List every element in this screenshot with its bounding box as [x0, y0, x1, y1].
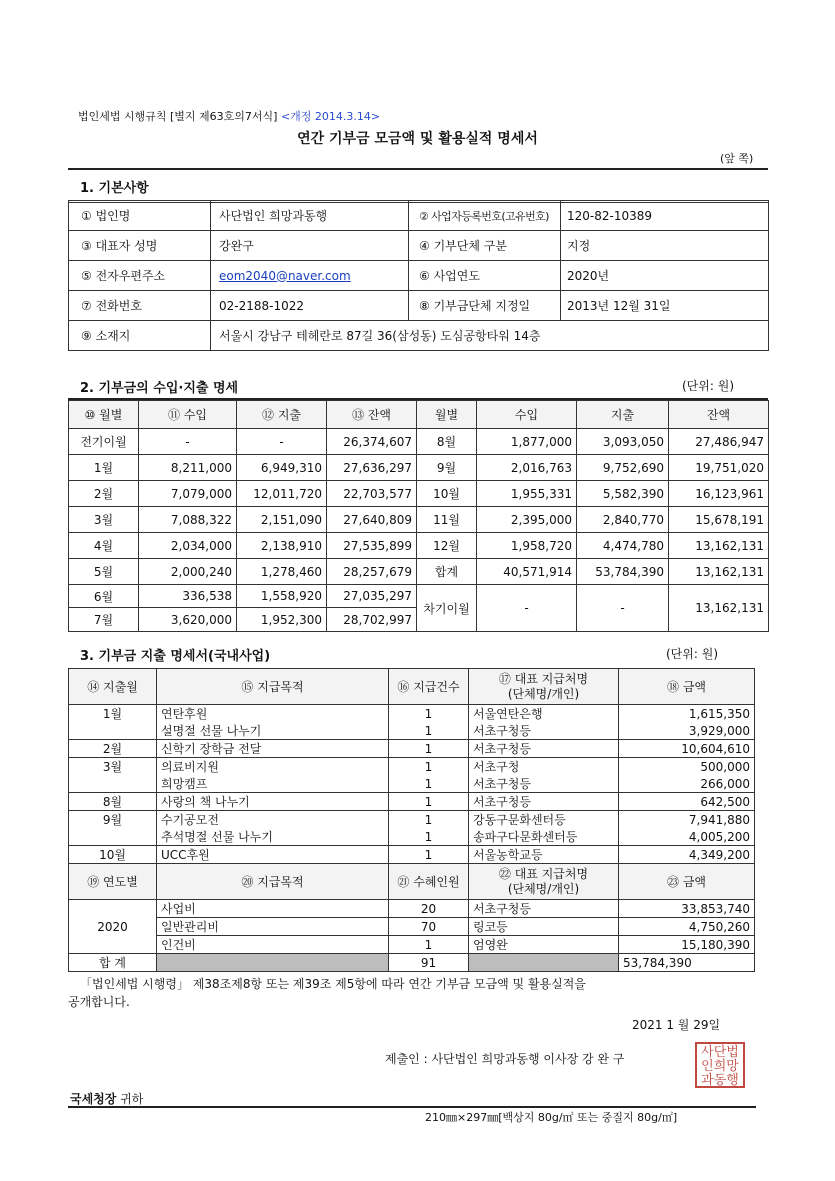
month-cell: 6월 — [69, 585, 139, 608]
basic-info-row — [69, 291, 769, 321]
recipient-cell: 서초구청 — [469, 758, 619, 776]
month-cell: 2월 — [69, 481, 139, 507]
month-cell: 8월 — [69, 793, 157, 811]
expense-cell: 1,952,300 — [237, 608, 327, 632]
recipient-cell: 서초구청등 — [469, 740, 619, 758]
table-row — [69, 936, 755, 954]
revision-text: <개정 2014.3.14> — [280, 110, 381, 123]
balance-cell: 19,751,020 — [669, 455, 769, 481]
amount-cell: 4,750,260 — [619, 918, 755, 936]
count-cell: 1 — [389, 705, 469, 723]
balance-cell: 13,162,131 — [669, 533, 769, 559]
expense-summary-header-row — [69, 864, 755, 900]
amount-cell: 500,000 — [619, 758, 755, 776]
header-recipient-line2: (단체명/개인) — [507, 686, 580, 701]
purpose-cell: 사업비 — [157, 900, 389, 918]
statement-line1: 「법인세법 시행령」 제38조제8항 또는 제39조 제5항에 따라 연간 기부금 모금액 및 활용실적을 — [80, 977, 586, 991]
recipient-cell: 서초구청등 — [469, 775, 619, 793]
statement-line2: 공개합니다. — [68, 995, 130, 1009]
income-cell: 1,958,720 — [477, 533, 577, 559]
month-cell: 9월 — [417, 455, 477, 481]
total-row — [69, 954, 755, 972]
income-expense-header-row — [69, 401, 769, 429]
total-label: 합 계 — [69, 954, 157, 972]
count-cell: 1 — [389, 758, 469, 776]
value-donor-type: 지정 — [561, 231, 769, 261]
total-purpose-blank — [157, 954, 389, 972]
submission-date: 2021 1 월 29일 — [632, 1018, 721, 1032]
amount-cell: 4,349,200 — [619, 846, 755, 864]
table-row — [69, 455, 769, 481]
month-cell: 3월 — [69, 758, 157, 776]
expense-cell: 1,278,460 — [237, 559, 327, 585]
label-business-number: ② 사업자등록번호(고유번호) — [409, 201, 561, 231]
table-row — [69, 533, 769, 559]
header-balance-2: 잔액 — [669, 401, 769, 429]
balance-cell: 22,703,577 — [327, 481, 417, 507]
header-expense: ⑫ 지출 — [237, 401, 327, 429]
count-cell: 1 — [389, 828, 469, 846]
basic-info-row — [69, 321, 769, 351]
header-income-2: 수입 — [477, 401, 577, 429]
header-month-2: 월별 — [417, 401, 477, 429]
basic-info-table — [68, 200, 769, 351]
beneficiaries-cell: 1 — [389, 936, 469, 954]
total-label-cell: 합계 — [417, 559, 477, 585]
value-designation-date: 2013년 12월 31일 — [561, 291, 769, 321]
label-designation-date: ⑧ 기부금단체 지정일 — [409, 291, 561, 321]
income-cell: 2,000,240 — [139, 559, 237, 585]
header-recipient-line2: (단체명/개인) — [507, 881, 580, 896]
purpose-cell: 설명절 선물 나누기 — [157, 722, 389, 740]
header-count: ⑯ 지급건수 — [389, 669, 469, 705]
table-row — [69, 705, 755, 723]
balance-cell: 26,374,607 — [327, 429, 417, 455]
beneficiaries-cell: 70 — [389, 918, 469, 936]
header-recipient — [469, 864, 619, 900]
carry-forward-balance: 13,162,131 — [669, 585, 769, 632]
purpose-cell: UCC후원 — [157, 846, 389, 864]
section2-unit: (단위: 원) — [682, 379, 734, 393]
purpose-cell: 신학기 장학금 전달 — [157, 740, 389, 758]
month-cell: 3월 — [69, 507, 139, 533]
recipient-cell: 링코등 — [469, 918, 619, 936]
balance-cell: 27,640,809 — [327, 507, 417, 533]
header-recipient — [469, 669, 619, 705]
recipient-cell: 강동구문화센터등 — [469, 811, 619, 829]
expense-cell: 3,093,050 — [577, 429, 669, 455]
total-amount: 53,784,390 — [619, 954, 755, 972]
value-representative: 강완구 — [211, 231, 409, 261]
month-cell: 12월 — [417, 533, 477, 559]
recipient-cell: 송파구다문화센터등 — [469, 828, 619, 846]
month-cell: 5월 — [69, 559, 139, 585]
header-month: ⑩ 월별 — [69, 401, 139, 429]
expense-cell: 2,151,090 — [237, 507, 327, 533]
expense-cell: 2,840,770 — [577, 507, 669, 533]
purpose-cell: 인건비 — [157, 936, 389, 954]
recipient-suffix: 귀하 — [120, 1092, 144, 1106]
header-purpose: ⑮ 지급목적 — [157, 669, 389, 705]
paper-spec: 210㎜×297㎜[백상지 80g/㎡ 또는 중질지 80g/㎡] — [425, 1111, 678, 1124]
income-cell: - — [477, 585, 577, 632]
table-row — [69, 758, 755, 776]
header-beneficiaries: ㉑ 수혜인원 — [389, 864, 469, 900]
recipient-cell: 서울농학교등 — [469, 846, 619, 864]
balance-cell: 27,636,297 — [327, 455, 417, 481]
income-cell: 336,538 — [139, 585, 237, 608]
header-recipient-line1: ⑰ 대표 지급처명 — [498, 671, 589, 686]
expense-total-cell: 53,784,390 — [577, 559, 669, 585]
total-count: 91 — [389, 954, 469, 972]
month-cell: 4월 — [69, 533, 139, 559]
balance-cell: 28,702,997 — [327, 608, 417, 632]
income-cell: 8,211,000 — [139, 455, 237, 481]
purpose-cell: 희망캠프 — [157, 775, 389, 793]
month-cell: 9월 — [69, 811, 157, 829]
purpose-cell: 연탄후원 — [157, 705, 389, 723]
header-amount: ⑱ 금액 — [619, 669, 755, 705]
amount-cell: 4,005,200 — [619, 828, 755, 846]
expense-cell: 1,558,920 — [237, 585, 327, 608]
beneficiaries-cell: 20 — [389, 900, 469, 918]
label-address: ⑨ 소재지 — [69, 321, 211, 351]
count-cell: 1 — [389, 775, 469, 793]
count-cell: 1 — [389, 740, 469, 758]
year-cell: 2020 — [69, 900, 157, 954]
amount-cell: 642,500 — [619, 793, 755, 811]
table-row — [69, 918, 755, 936]
amount-cell: 266,000 — [619, 775, 755, 793]
table-row — [69, 740, 755, 758]
purpose-cell: 수기공모전 — [157, 811, 389, 829]
label-fiscal-year: ⑥ 사업연도 — [409, 261, 561, 291]
balance-total-cell: 13,162,131 — [669, 559, 769, 585]
purpose-cell: 일반관리비 — [157, 918, 389, 936]
purpose-cell: 추석명절 선물 나누기 — [157, 828, 389, 846]
balance-cell: 27,035,297 — [327, 585, 417, 608]
income-cell: - — [139, 429, 237, 455]
balance-cell: 27,486,947 — [669, 429, 769, 455]
recipient-cell: 서울연탄은행 — [469, 705, 619, 723]
total-recipient-blank — [469, 954, 619, 972]
table-row — [69, 507, 769, 533]
basic-info-row — [69, 201, 769, 231]
table-row — [69, 775, 755, 793]
expense-cell: 5,582,390 — [577, 481, 669, 507]
value-fiscal-year: 2020년 — [561, 261, 769, 291]
month-cell: 7월 — [69, 608, 139, 632]
expense-cell: - — [577, 585, 669, 632]
month-cell: 10월 — [417, 481, 477, 507]
balance-cell: 27,535,899 — [327, 533, 417, 559]
section2-title: 2. 기부금의 수입·지출 명세 — [80, 381, 239, 396]
income-cell: 1,955,331 — [477, 481, 577, 507]
amount-cell: 3,929,000 — [619, 722, 755, 740]
income-cell: 3,620,000 — [139, 608, 237, 632]
month-cell: 10월 — [69, 846, 157, 864]
month-cell: 전기이월 — [69, 429, 139, 455]
table-row — [69, 429, 769, 455]
table-row — [69, 900, 755, 918]
header-recipient-line1: ㉒ 대표 지급처명 — [498, 866, 589, 881]
basic-info-row — [69, 231, 769, 261]
table-row — [69, 811, 755, 829]
count-cell: 1 — [389, 811, 469, 829]
page-side-label: (앞 쪽) — [720, 152, 754, 165]
document-title: 연간 기부금 모금액 및 활용실적 명세서 — [297, 131, 538, 147]
label-corp-name: ① 법인명 — [69, 201, 211, 231]
table-row — [69, 559, 769, 585]
value-corp-name: 사단법인 희망과동행 — [211, 201, 409, 231]
table-row — [69, 722, 755, 740]
official-seal: 사단법인희망과동행 — [695, 1042, 745, 1088]
expense-cell: 9,752,690 — [577, 455, 669, 481]
income-total-cell: 40,571,914 — [477, 559, 577, 585]
label-representative: ③ 대표자 성명 — [69, 231, 211, 261]
month-cell: 8월 — [417, 429, 477, 455]
expense-cell: 4,474,780 — [577, 533, 669, 559]
month-cell: 11월 — [417, 507, 477, 533]
header-expense-2: 지출 — [577, 401, 669, 429]
value-business-number: 120-82-10389 — [561, 201, 769, 231]
expense-cell: 12,011,720 — [237, 481, 327, 507]
balance-cell: 28,257,679 — [327, 559, 417, 585]
month-cell: 2월 — [69, 740, 157, 758]
header-purpose: ⑳ 지급목적 — [157, 864, 389, 900]
table-row — [69, 828, 755, 846]
income-cell: 7,088,322 — [139, 507, 237, 533]
label-email: ⑤ 전자우편주소 — [69, 261, 211, 291]
income-expense-table — [68, 400, 769, 632]
amount-cell: 15,180,390 — [619, 936, 755, 954]
amount-cell: 7,941,880 — [619, 811, 755, 829]
table-row — [69, 846, 755, 864]
expense-detail-table — [68, 668, 755, 972]
month-cell: 1월 — [69, 455, 139, 481]
purpose-cell: 의료비지원 — [157, 758, 389, 776]
recipient-cell: 서초구청등 — [469, 722, 619, 740]
balance-cell: 15,678,191 — [669, 507, 769, 533]
income-cell: 2,034,000 — [139, 533, 237, 559]
label-donor-type: ④ 기부단체 구분 — [409, 231, 561, 261]
form-ref-text: 법인세법 시행규칙 [별지 제63호의7서식] — [78, 110, 278, 123]
income-cell: 1,877,000 — [477, 429, 577, 455]
expense-detail-header-row — [69, 669, 755, 705]
recipient-name: 국세청장 — [70, 1092, 117, 1106]
month-cell: 1월 — [69, 705, 157, 723]
section3-title: 3. 기부금 지출 명세서(국내사업) — [80, 649, 271, 664]
label-phone: ⑦ 전화번호 — [69, 291, 211, 321]
amount-cell: 33,853,740 — [619, 900, 755, 918]
month-cell — [69, 828, 157, 846]
income-cell: 2,395,000 — [477, 507, 577, 533]
recipient-cell: 엄영완 — [469, 936, 619, 954]
expense-cell: 6,949,310 — [237, 455, 327, 481]
email-link[interactable]: eom2040@naver.com — [219, 268, 351, 283]
carry-forward-label: 차기이월 — [417, 585, 477, 632]
footer-rule — [68, 1106, 756, 1108]
recipient-line — [70, 1090, 143, 1107]
count-cell: 1 — [389, 846, 469, 864]
recipient-cell: 서초구청등 — [469, 793, 619, 811]
header-income: ⑪ 수입 — [139, 401, 237, 429]
income-cell: 2,016,763 — [477, 455, 577, 481]
value-address: 서울시 강남구 테헤란로 87길 36(삼성동) 도심공항타워 14층 — [211, 321, 769, 351]
section1-title: 1. 기본사항 — [80, 181, 149, 196]
header-year: ⑲ 연도별 — [69, 864, 157, 900]
count-cell: 1 — [389, 793, 469, 811]
header-expense-month: ⑭ 지출월 — [69, 669, 157, 705]
recipient-cell: 서초구청등 — [469, 900, 619, 918]
basic-info-row — [69, 261, 769, 291]
value-phone: 02-2188-1022 — [211, 291, 409, 321]
form-reference — [78, 108, 380, 124]
purpose-cell: 사랑의 책 나누기 — [157, 793, 389, 811]
amount-cell: 10,604,610 — [619, 740, 755, 758]
month-cell — [69, 722, 157, 740]
table-row — [69, 793, 755, 811]
amount-cell: 1,615,350 — [619, 705, 755, 723]
month-cell — [69, 775, 157, 793]
expense-cell: - — [237, 429, 327, 455]
section1-heading-box — [68, 168, 768, 203]
table-row — [69, 585, 769, 608]
count-cell: 1 — [389, 722, 469, 740]
header-balance: ⑬ 잔액 — [327, 401, 417, 429]
balance-cell: 16,123,961 — [669, 481, 769, 507]
submitter: 제출인 : 사단법인 희망과동행 이사장 강 완 구 — [385, 1052, 625, 1066]
expense-cell: 2,138,910 — [237, 533, 327, 559]
header-amount: ㉓ 금액 — [619, 864, 755, 900]
table-row — [69, 481, 769, 507]
section3-unit: (단위: 원) — [666, 647, 718, 661]
income-cell: 7,079,000 — [139, 481, 237, 507]
